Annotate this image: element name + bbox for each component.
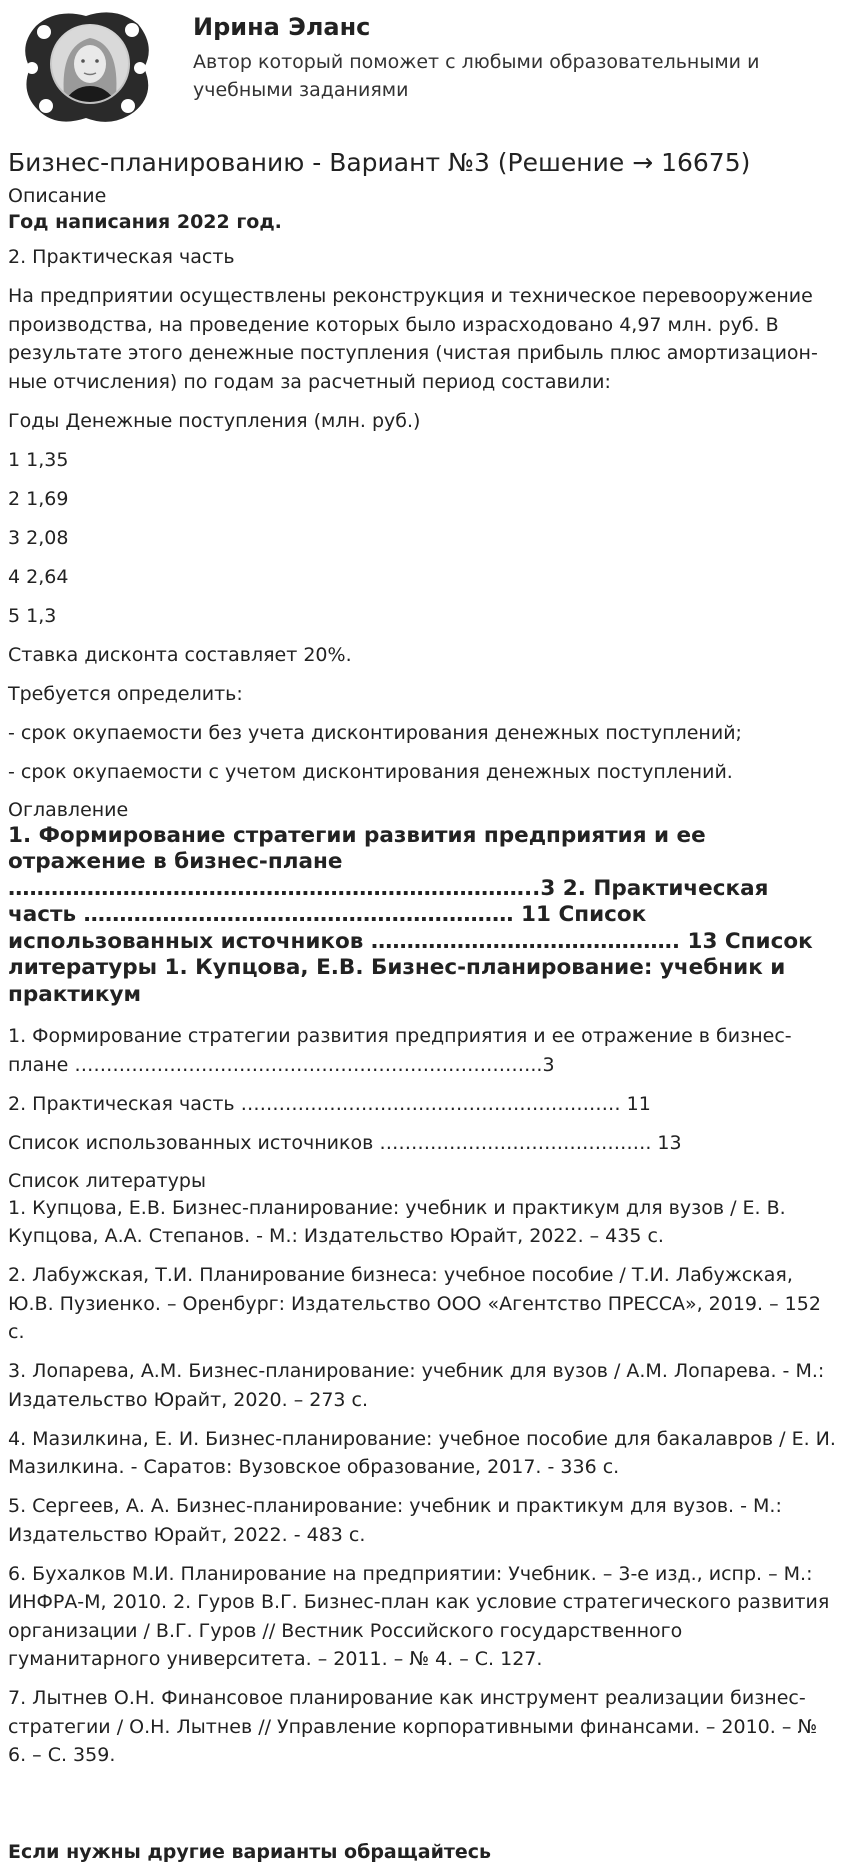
spacer xyxy=(8,1780,839,1838)
reference-item: 4. Мазилкина, Е. И. Бизнес-планирование: учебное пособие для бакалавров / Е. И. Мазилкина. - Саратов: Вузовское образование, 2017. - 336 с. xyxy=(8,1427,836,1478)
description-paragraph: Годы Денежные поступления (млн. руб.) xyxy=(8,409,421,432)
reference-item: 2. Лабужская, Т.И. Планирование бизнеса: учебное пособие / Т.И. Лабужская, Ю.В. Пузиенко. – Оренбург: Издательство ООО «Агентство ПРЕССА», 2019. – 152 с. xyxy=(8,1264,821,1343)
description-body xyxy=(8,243,839,786)
reference-item: 6. Бухалков М.И. Планирование на предприятии: Учебник. – 3-е изд., испр. – М.: ИНФРА-М, 2010. 2. Гуров В.Г. Бизнес-план как условие стратегического развития организации / В.Г. Гуров // Вестник Российского государственного гуманитарного университета. – 2011. – № 4. – С. 127. xyxy=(8,1562,830,1670)
reference-item: 3. Лопарева, А.М. Бизнес-планирование: учебник для вузов / А.М. Лопарева. - М.: Издательство Юрайт, 2020. – 273 с. xyxy=(8,1360,825,1411)
description-paragraph: На предприятии осуществлены реконструкция и техническое перевооружение производства, на проведение которых было израсходовано 4,97 млн. руб. В результате этого денежные поступления (чистая прибыль плюс амортизацион-ные отчисления) по годам за расчетный период составили: xyxy=(8,285,818,393)
description-paragraph: 3 2,08 xyxy=(8,526,69,549)
toc-item: Список использованных источников ……………………………………. 13 xyxy=(8,1131,682,1154)
description-paragraph: 2. Практическая часть xyxy=(8,246,235,268)
description-paragraph: 1 1,35 xyxy=(8,448,69,471)
description-label: Описание xyxy=(8,185,107,207)
references-label: Список литературы xyxy=(8,1169,206,1192)
page-title: Бизнес-планированию - Вариант №3 (Решение → 16675) xyxy=(8,148,751,177)
footer-note: Если нужны другие варианты обращайтесь xyxy=(8,1841,492,1863)
year-line: Год написания 2022 год. xyxy=(8,211,282,233)
description-paragraph: 5 1,3 xyxy=(8,604,57,627)
description-paragraph: 2 1,69 xyxy=(8,487,69,510)
description-paragraph: Ставка дисконта составляет 20%. xyxy=(8,643,352,666)
description-paragraph: 4 2,64 xyxy=(8,565,69,588)
author-description: Автор который поможет с любыми образовательными и учебными заданиями xyxy=(193,51,760,101)
toc-bold-summary: 1. Формирование стратегии развития предприятия и ее отражение в бизнес-плане ………………………………………………………………..3 2. Практическая часть …………………………………………………… 11 Список использованных источников ……………………………………. 13 Список литературы 1. Купцова, Е.В. Бизнес-планирование: учебник и практикум xyxy=(8,822,813,1007)
description-paragraph: - срок окупаемости с учетом дисконтирования денежных поступлений. xyxy=(8,760,733,783)
description-paragraph: Требуется определить: xyxy=(8,682,243,705)
author-header xyxy=(8,0,839,128)
toc-item: 1. Формирование стратегии развития предприятия и ее отражение в бизнес-плане ………………………………………………………………..3 xyxy=(8,1025,792,1076)
toc-list xyxy=(8,1022,839,1157)
reference-item: 1. Купцова, Е.В. Бизнес-планирование: учебник и практикум для вузов / Е. В. Купцова, А.А. Степанов. - М.: Издательство Юрайт, 2022. – 435 с. xyxy=(8,1196,786,1247)
reference-item: 7. Лытнев О.Н. Финансовое планирование как инструмент реализации бизнес-стратегии / О.Н. Лытнев // Управление корпоративными финансами. – 2010. – № 6. – С. 359. xyxy=(8,1687,818,1766)
reference-item: 5. Сергеев, А. А. Бизнес-планирование: учебник и практикум для вузов. - М.: Издательство Юрайт, 2022. - 483 с. xyxy=(8,1495,782,1546)
description-paragraph: - срок окупаемости без учета дисконтирования денежных поступлений; xyxy=(8,721,742,744)
toc-label: Оглавление xyxy=(8,798,129,821)
author-avatar xyxy=(16,6,158,128)
author-name[interactable]: Ирина Эланс xyxy=(193,13,371,41)
references-list xyxy=(8,1194,839,1770)
toc-item: 2. Практическая часть …………………………………………………… 11 xyxy=(8,1092,651,1115)
